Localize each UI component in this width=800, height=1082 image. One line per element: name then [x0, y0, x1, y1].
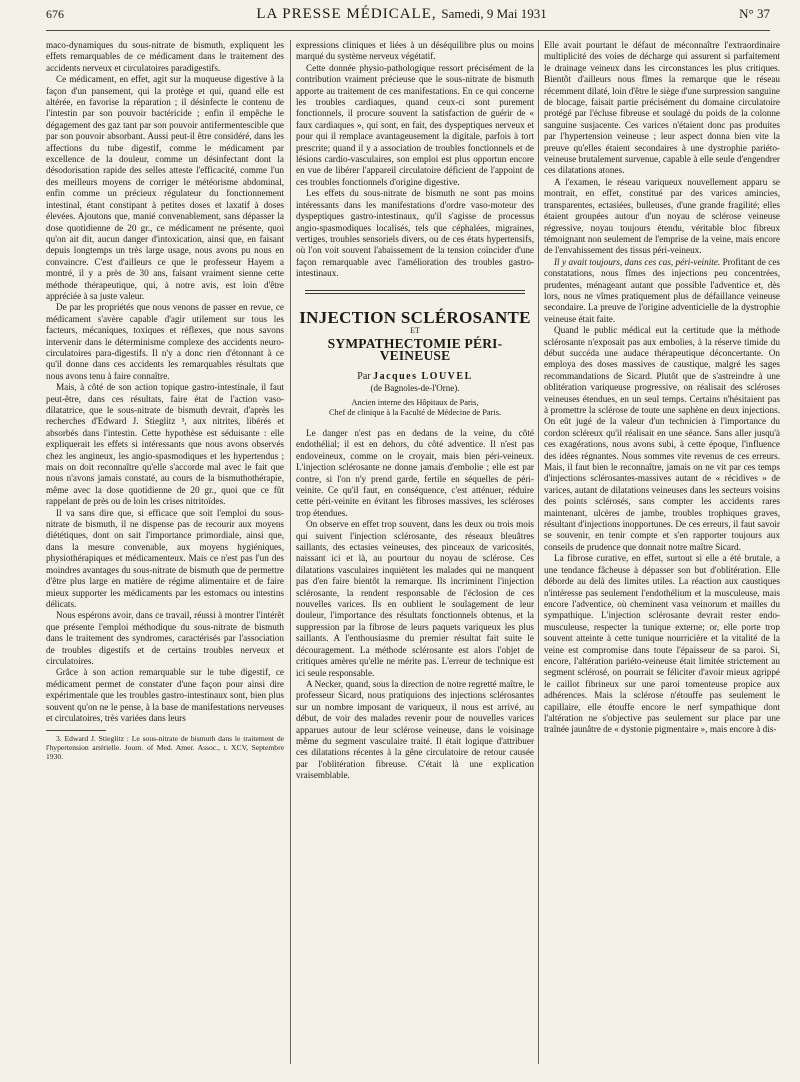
byline-prefix: Par [357, 371, 371, 383]
italic-lead: Il y avait toujours, dans ces cas, péri-veinite. [554, 256, 721, 267]
paragraph: Elle avait pourtant le défaut de méconnaître l'extraordinaire multiplicité des voies de décharge qui assurent si parfaitement le drainage veineux dans les circonstances les plus critiques. Bientôt d'ailleurs nous fîmes la remarque que le réseau récemment dilaté, loin d'être le siège d'une surpression sanguine de blocage, faisait partie précisément du domaine circulatoire protégé par l'écluse fibreuse et soulagé du poids de la colonne sanguine susjacente. Ces varices n'étaient donc pas produites par l'hypertension veineuse ; leur aspect donna bien vite la preuve qu'elles étaient secondaires à une dystrophie pariéto-veineuse brutalement survenue, capable à elle seule d'engendrer ces dilatations atones. [544, 40, 780, 176]
paragraph: De par les propriétés que nous venons de passer en revue, ce médicament s'avère capable d'agir utilement sur tous les facteurs, mécaniques, toxiques et réflexes, que nous savons intervenir dans le déterminisme complexe des accidents neuro-circulatoires para-digestifs. Il n'y a donc rien d'étonnant à ce qu'il donne dans ces accidents les remarquables résultats que nous avons tenu à faire connaître. [46, 302, 284, 381]
paragraph: A l'examen, le réseau variqueux nouvellement apparu se montrait, en effet, constitué par des varices amincies, transparentes, ectasiées, bulleuses, d'une grande fragilité; elles étaient groupées autour d'un noyau de sclérose veineuse régressive, noyau toujours étendu, véritable bloc fibreux témoignant non seulement de l'emprise de la veine, mais encore de l'envahissement des tissus péri-veineux. [544, 176, 780, 256]
paragraph: Il va sans dire que, si efficace que soit l'emploi du sous-nitrate de bismuth, il ne dispense pas de recourir aux moyens diététiques, dont on sait l'importance primordiale, ainsi que, dans la mesure convenable, aux moyens hygiéniques, physiothérapiques et médicamenteux. Mais ce n'est pas l'un des moindres avantages du sous-nitrate de bismuth que de permettre d'être plus large en matière de régime alimentaire et de faire mieux supporter les médicaments par les estomacs ou intestins délicats. [46, 507, 284, 609]
author-credentials [296, 398, 534, 418]
paragraph: Mais, à côté de son action topique gastro-intestinale, il faut peut-être, dans ces résultats, faire état de l'action vaso-dilatatrice, que le sous-nitrate de bismuth devrait, d'après les recherches d'Edward J. Stieglitz ³, aux nitrites, libérés et absorbés dans l'intestin. Cette hypothèse est séduisante : elle expliquerait les effets si intéressants que nous avons observés chez les angineux, les angio-spasmodiques et les hypertendus ; mais on doit reconnaître qu'elle s'accorde mal avec le fait que nous n'avons jamais constaté, au cours de la bismuthothérapie, même avec la dose quotidienne de 20 gr., quoi que ce fût rappelant de près ou de loin les crises nitritoïdes. [46, 382, 284, 507]
paragraph: Quand le public médical eut la certitude que la méthode sclérosante n'exposait pas aux embolies, à la réserve timide du début succéda une audace thérapeutique déconcertante. On employa des doses massives de caustique, malgré les sages recommandations de Sicard. Plutôt que de s'astreindre à une oblitération variqueuse progressive, on réalisait des scléroses veineuses étendues, en un seul temps. Certains n'hésitaient pas à promettre la sclérose de toute une saphène en deux injections. On eût jugé de la valeur d'un technicien à l'importance du cordon scléreux qu'il réalisait en une séance. Sans aller jusqu'à ces exagérations, nous avons subi, à cette époque, l'influence des idées régnantes. Nous sommes vite revenus de ces erreurs. Mais, il faut bien le reconnaître, jamais on ne vit par ces temps d'injections sclérosantes-massives autant de « récidives » de varices, autant de dilatations veineuses dans les secteurs voisins des points sclérosés, sans compter les accidents rares maintenant, ulcères de jambe, troubles trophiques graves, résultant d'injections inopportunes. De ces erreurs, il faut savoir se souvenir, en tenir compte et s'en rapporter toujours aux conseils de prudence que donnait notre maître Sicard. [544, 325, 780, 552]
paragraph: A Necker, quand, sous la direction de notre regretté maître, le professeur Sicard, nous pratiquions des injections sclérosantes sur un nombre imposant de variqueux, il nous est arrivé, au début, de voir des malades revenir pour de nouvelles varices apparues autour de leur sclérose veineuse, dans le voisinage même du segment vasculaire traité. Il était logique d'attribuer ces dilatations récentes à la gêne circulatoire de retour causée par l'oblitération fibreuse. C'était là une explication vraisemblable. [296, 678, 534, 781]
column-divider [290, 40, 291, 1064]
paragraph: Le danger n'est pas en dedans de la veine, du côté endothélial; il est en dehors, du côté adventice. Il n'est pas endoveineux, comme on le croyait, mais bien péri-veineux. L'injection sclérosante ne donne jamais d'embolie ; elle est par contre, si l'on n'y prend garde, fertile en séquelles de péri-veinite. Ce qu'il faut, en conséquence, c'est atténuer, réduire cette péri-veinite en évitant les fibroses massives, les scléroses trop étendues. [296, 427, 534, 518]
paragraph-body: Profitant de ces constatations, nous fîmes des injections peu concentrées, prudentes, ménageant autant que possible l'adventice et, dès lors, nous ne vîmes pratiquement plus de défaillance veineuse secondaire. La preuve de l'origine adventicielle de la dystrophie veineuse était faite. [544, 256, 780, 324]
page-header [46, 6, 770, 31]
article-heading [296, 307, 534, 418]
article-subtitle: SYMPATHECTOMIE PÉRI-VEINEUSE [327, 336, 503, 363]
paragraph: Grâce à son action remarquable sur le tube digestif, ce médicament permet de constater d'une façon pour ainsi dire expérimentale que les troubles gastro-intestinaux sont, bien plus souvent qu'on ne le pense, à la base de manifestations nerveuses et circulatoires, très variées dans leurs [46, 667, 284, 723]
byline [296, 371, 534, 382]
page-number: 676 [46, 7, 64, 21]
issue-date: Samedi, 9 Mai 1931 [441, 6, 547, 21]
paragraph: Ce médicament, en effet, agit sur la muqueuse digestive à la façon d'un pansement, qui la protège et qui, quand elle est altérée, en favorise la réparation ; il désinfecte le contenu de l'intestin par son pouvoir bactéricide ; enfin il empêche le dégagement des gaz tant par son pouvoir antifermentescible que par son pouvoir absorbant. Aussi peut-il être considéré, dans les affections du tube digestif, comme le médicament par excellence de la douleur, comme un désinfectant dont la désodorisation rapide des selles atteste l'efficacité, comme l'un des meilleurs moyens de corriger le météorisme abdominal, enfin comme un précieux régulateur du fonctionnement intestinal, étant constipant à petites doses et laxatif à doses élevées. Ajoutons que, manié convenablement, sans dépasser la dose quotidienne de 20 gr., ce médicament ne présente, quoi qu'on ait dit, aucun danger d'intoxication, ainsi que, en faisant depuis longtemps un très large usage, nous avons pu nous en convaincre. C'est d'ailleurs ce que le professeur Hayem a montré, il y a près de 30 ans, faisant vraiment sienne cette méthode thérapeutique, qui, à notre avis, est loin d'être appréciée à sa juste valeur. [46, 74, 284, 301]
column-left [46, 40, 284, 1064]
paragraph: Nous espérons avoir, dans ce travail, réussi à montrer l'intérêt que présente l'emploi méthodique du sous-nitrate de bismuth dans le traitement des syndromes, caractérisés par l'association de troubles digestifs et de certains troubles nerveux et circulatoires. [46, 610, 284, 666]
column-divider [538, 40, 539, 1064]
paragraph: Les effets du sous-nitrate de bismuth ne sont pas moins intéressants dans les manifestations d'ordre vaso-moteur des dyspeptiques gastro-intestinaux, qu'il s'agisse de processus angio-spasmodiques localisés, tels que céphalées, migraines, vertiges, troubles sensoriels divers, ou de ces états hypertensifs, où l'on voit souvent l'abaissement de la tension coïncider d'une façon remarquable avec l'amélioration des troubles gastro-intestinaux. [296, 188, 534, 279]
paragraph: Cette donnée physio-pathologique ressort précisément de la contribution vraiment précieuse que le sous-nitrate de bismuth apporte au traitement de ces manifestations. En ce qui concerne les troubles cardiaques, quand ceux-ci sont purement fonctionnels, il procure souvent la satisfaction de guérir de « faux cardiaques », qui sont, en fait, des dyspeptiques nerveux et pour qui il remplace avantageusement la digitale, parfois à tort prescrite; quand il y a association de troubles fonctionnels et de lésions cardio-vasculaires, son emploi est plus opportun encore en vue de libérer l'appareil circulatoire déficient de l'appoint de ces troubles fonctionnels d'origine digestive. [296, 62, 534, 187]
article-title: INJECTION SCLÉROSANTE [299, 307, 531, 327]
paragraph: La fibrose curative, en effet, surtout si elle a été brutale, a une tendance fâcheuse à dépasser son but d'oblitération. Elle déborde au delà des limites utiles. La réaction aux caustiques n'intéresse pas seulement l'endothélium et la musculeuse, mais encore l'adventice, où cheminent vasa veinorum et mailles du sympathique. L'injection sclérosante devrait rester endo-musculeuse, respecter la tunique externe; or, elle porte trop souvent atteinte à cette tunique nourricière et la vitalité de la veine est compromise dans toute l'épaisseur de sa paroi. Si, encore, l'altération pariéto-veineuse était limitée strictement au segment sclérosé, on pourrait se féliciter d'avoir mieux agrippé le caillot fibrineux sur une paroi tomenteuse propice aux adhérences. Mais la sclérose n'étouffe pas seulement le capillaire, elle étouffe encore le nerf sympathique dont l'altération ne s'objective pas seulement sur place par une traînée jaunâtre de « dystonie pigmentaire », mais encore à dis- [544, 553, 780, 735]
paragraph: expressions cliniques et liées à un déséquilibre plus ou moins marqué du système nerveux végétatif. [296, 40, 534, 62]
author-name: Jacques LOUVEL [373, 371, 473, 383]
paragraph [544, 257, 780, 325]
author-credential: Ancien interne des Hôpitaux de Paris, [351, 397, 479, 407]
article-separator [305, 290, 525, 294]
footnote: 3. Edward J. Stieglitz : Le sous-nitrate de bismuth dans le traitement de l'hypertension artérielle. Journ. of Med. Amer. Assoc., t. XCV, Septembre 1930. [46, 734, 284, 762]
article-title-conjunction: ET [410, 325, 420, 335]
author-credential: Chef de clinique à la Faculté de Médecine de Paris. [328, 407, 502, 417]
column-middle [296, 40, 534, 1064]
paragraph: maco-dynamiques du sous-nitrate de bismuth, expliquent les effets remarquables de ce médicament dans le traitement des accidents nerveux et circulatoires paradigestifs. [46, 40, 284, 73]
journal-title [256, 6, 546, 23]
author-location: (de Bagnoles-de-l'Orne). [370, 382, 460, 393]
footnote-divider [46, 730, 106, 731]
issue-number: N° 37 [739, 6, 770, 21]
column-right [544, 40, 780, 1064]
paragraph: On observe en effet trop souvent, dans les deux ou trois mois qui suivent l'injection sclérosante, des réseaux bleuâtres saillants, des ectasies veineuses, des pinceaux de varicosités, naissant ici et là, au pourtour du noyau de sclérose. Ces dilatations vasculaires inquiètent les malades qui ne manquent pas d'en faire bientôt la remarque. Ils incriminent l'injection sclérosante, la rendent responsable de l'éclosion de ces nouvelles varices. Ils en oublient le soulagement de leur douleur, l'importance des résultats fonctionnels obtenus, et la suppression par la fibrose de leurs paquets variqueux les plus saillants. A l'enthousiasme du premier résultat fait suite le découragement. La méthode sclérosante est alors l'objet de critiques amères qu'elle ne mérite pas. L'erreur de technique est ici seule responsable. [296, 519, 534, 678]
journal-name: LA PRESSE MÉDICALE, [256, 6, 437, 22]
